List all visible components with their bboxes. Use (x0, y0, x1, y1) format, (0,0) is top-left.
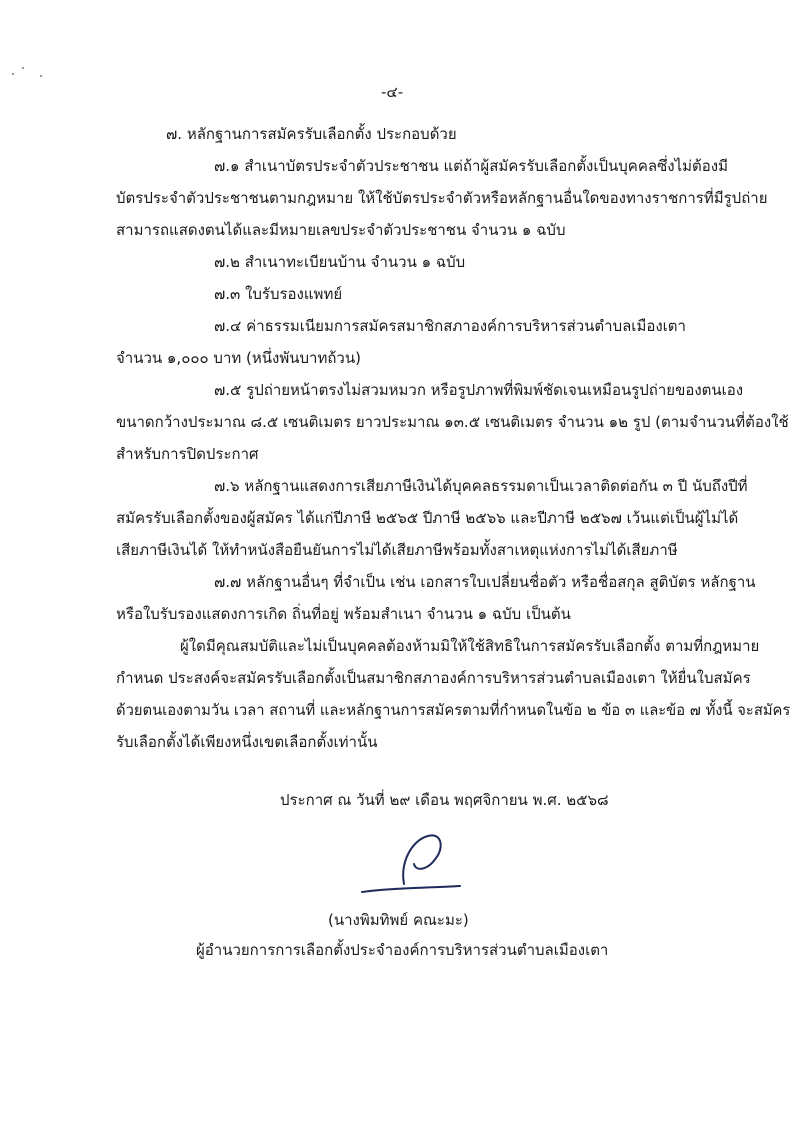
body-line: ด้วยตนเองตามวัน เวลา สถานที่ และหลักฐานการสมัครตามที่กำหนดในข้อ ๒ ข้อ ๓ และข้อ ๗ ทั้งนี้ จะสมัคร (116, 701, 791, 719)
body-line: ขนาดกว้างประมาณ ๘.๕ เซนติเมตร ยาวประมาณ ๑๓.๕ เซนติเมตร จำนวน ๑๒ รูป (ตามจำนวนที่ต้องใช้ (116, 413, 789, 431)
body-line: ๗.๕ รูปถ่ายหน้าตรงไม่สวมหมวก หรือรูปภาพที่พิมพ์ชัดเจนเหมือนรูปถ่ายของตนเอง (214, 381, 744, 399)
body-line: บัตรประจำตัวประชาชนตามกฎหมาย ให้ใช้บัตรประจำตัวหรือหลักฐานอื่นใดของทางราชการที่มีรูปถ่าย (116, 189, 768, 207)
signature-image (340, 822, 470, 902)
body-line: สำหรับการปิดประกาศ (116, 445, 259, 463)
body-line: เสียภาษีเงินได้ ให้ทำหนังสือยืนยันการไม่ได้เสียภาษีพร้อมทั้งสาเหตุแห่งการไม่ได้เสียภาษี (116, 541, 678, 559)
body-line: จำนวน ๑,๐๐๐ บาท (หนึ่งพันบาทถ้วน) (116, 349, 361, 367)
scan-speck (22, 67, 24, 69)
signer-name: (นางพิมทิพย์ คณะมะ) (328, 911, 469, 929)
page-number: -๔- (381, 83, 404, 101)
announcement-date: ประกาศ ณ วันที่ ๒๙ เดือน พฤศจิกายน พ.ศ. ๒๕๖๘ (280, 791, 609, 809)
body-line: หรือใบรับรองแสดงการเกิด ถิ่นที่อยู่ พร้อมสำเนา จำนวน ๑ ฉบับ เป็นต้น (116, 605, 571, 623)
body-line: ๗.๓ ใบรับรองแพทย์ (214, 285, 343, 303)
body-line: รับเลือกตั้งได้เพียงหนึ่งเขตเลือกตั้งเท่านั้น (116, 733, 378, 751)
body-line: ๗.๒ สำเนาทะเบียนบ้าน จำนวน ๑ ฉบับ (214, 253, 466, 271)
body-line: สมัครรับเลือกตั้งของผู้สมัคร ได้แก่ปีภาษี ๒๕๖๕ ปีภาษี ๒๕๖๖ และปีภาษี ๒๕๖๗ เว้นแต่เป็นผู้ไม่ได้ (116, 509, 739, 527)
body-line: ๗.๖ หลักฐานแสดงการเสียภาษีเงินได้บุคคลธรรมดาเป็นเวลาติดต่อกัน ๓ ปี นับถึงปีที่ (214, 477, 748, 495)
scan-speck (40, 75, 42, 77)
body-line: ๗.๗ หลักฐานอื่นๆ ที่จำเป็น เช่น เอกสารใบเปลี่ยนชื่อตัว หรือชื่อสกุล สูติบัตร หลักฐาน (214, 573, 756, 591)
body-line: กำหนด ประสงค์จะสมัครรับเลือกตั้งเป็นสมาชิกสภาองค์การบริหารส่วนตำบลเมืองเตา ให้ยื่นใบสมัคร (116, 669, 751, 687)
scan-speck (12, 73, 14, 75)
body-line: ผู้ใดมีคุณสมบัติและไม่เป็นบุคคลต้องห้ามมิให้ใช้สิทธิในการสมัครรับเลือกตั้ง ตามที่กฎหมาย (180, 637, 760, 655)
section-heading: ๗. หลักฐานการสมัครรับเลือกตั้ง ประกอบด้วย (166, 125, 457, 143)
signer-title: ผู้อำนวยการการเลือกตั้งประจำองค์การบริหารส่วนตำบลเมืองเตา (196, 941, 609, 959)
body-line: ๗.๑ สำเนาบัตรประจำตัวประชาชน แต่ถ้าผู้สมัครรับเลือกตั้งเป็นบุคคลซึ่งไม่ต้องมี (214, 157, 728, 175)
body-line: สามารถแสดงตนได้และมีหมายเลขประจำตัวประชาชน จำนวน ๑ ฉบับ (116, 221, 566, 239)
body-line: ๗.๔ ค่าธรรมเนียมการสมัครสมาชิกสภาองค์การบริหารส่วนตำบลเมืองเตา (214, 317, 686, 335)
